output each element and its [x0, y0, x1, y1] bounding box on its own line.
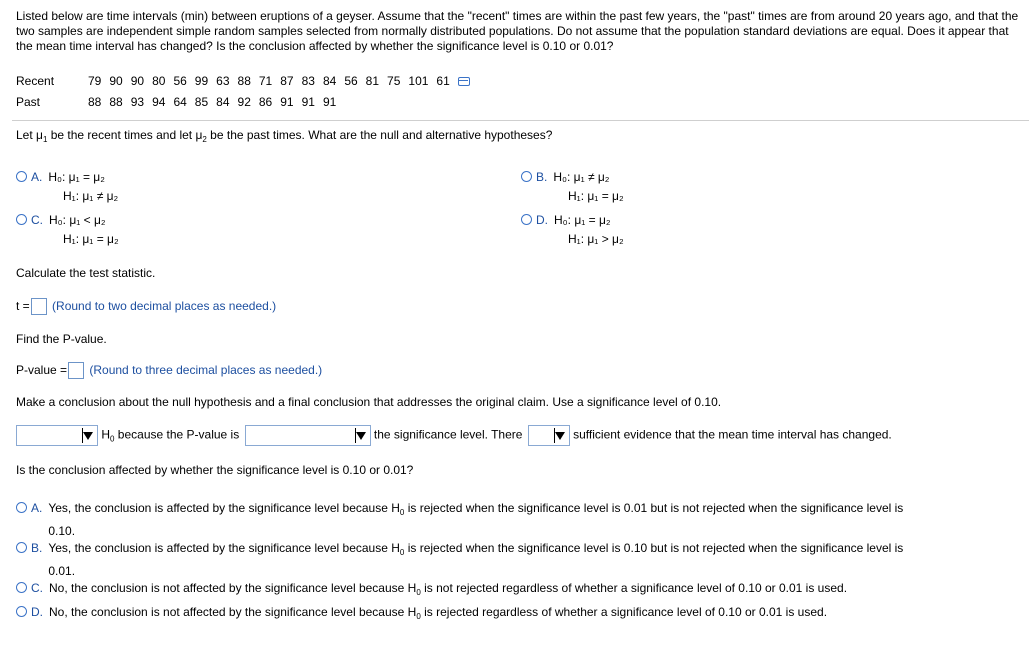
significance-option-b[interactable] — [16, 539, 1006, 581]
t-hint: (Round to two decimal places as needed.) — [52, 299, 277, 313]
conclusion-row — [16, 425, 892, 446]
past-value: 94 — [152, 94, 166, 109]
option-text: is not rejected regardless of whether a significance level of 0.10 or 0.01 is used. — [420, 581, 848, 595]
option-text: is rejected regardless of whether a significance level of 0.10 or 0.01 is used. — [420, 605, 828, 619]
hypothesis-option-a[interactable] — [16, 168, 118, 206]
radio-button[interactable] — [16, 214, 27, 225]
option-text: is rejected when the significance level is 0.01 but is not rejected when the significance level is — [404, 501, 904, 515]
chevron-down-icon — [356, 432, 366, 440]
h1-label: H₁: — [568, 189, 588, 203]
h0-expression: μ₁ ≠ μ₂ — [573, 170, 610, 184]
past-value: 88 — [109, 94, 123, 109]
p-value-input[interactable] — [68, 362, 84, 379]
conclusion-text: because the P-value is — [114, 427, 240, 442]
subscript: 0 — [399, 548, 405, 557]
p-value-label: P-value = — [16, 363, 68, 377]
radio-button[interactable] — [16, 502, 27, 513]
significance-option-a[interactable] — [16, 499, 1006, 541]
radio-button[interactable] — [16, 171, 27, 182]
recent-value: 79 — [88, 73, 102, 88]
option-letter: D. — [31, 605, 43, 619]
past-value: 91 — [301, 94, 315, 109]
conclusion-text: H — [101, 427, 111, 442]
hypotheses-prompt — [16, 128, 552, 144]
past-value: 91 — [322, 94, 337, 109]
t-input[interactable] — [31, 298, 47, 315]
test-statistic-row — [16, 298, 276, 315]
recent-value: 90 — [130, 73, 145, 88]
past-value: 92 — [237, 94, 251, 109]
option-text: 0.10. — [48, 524, 76, 538]
option-letter: A. — [31, 170, 43, 184]
option-letter: D. — [536, 213, 548, 227]
hypothesis-option-c[interactable] — [16, 211, 119, 249]
chevron-down-icon — [555, 432, 565, 440]
table-row-past — [16, 91, 478, 112]
recent-value: 87 — [280, 73, 294, 88]
recent-value: 88 — [237, 73, 251, 88]
h1-expression: μ₁ = μ₂ — [82, 232, 119, 246]
recent-value: 71 — [258, 73, 273, 88]
recent-value: 75 — [387, 73, 401, 88]
option-text: Yes, the conclusion is affected by the significance level because H — [48, 541, 400, 555]
recent-value: 56 — [344, 73, 358, 88]
conclusion-text: sufficient evidence that the mean time interval has changed. — [573, 427, 892, 442]
recent-values — [88, 70, 478, 91]
recent-value: 80 — [152, 73, 166, 88]
recent-value: 90 — [109, 73, 123, 88]
past-value: 86 — [258, 94, 273, 109]
subscript: 2 — [202, 135, 207, 144]
hypothesis-option-b[interactable] — [521, 168, 624, 206]
comparison-dropdown[interactable] — [245, 425, 371, 446]
h0-expression: μ₁ = μ₂ — [68, 170, 105, 184]
past-value: 91 — [280, 94, 294, 109]
radio-button[interactable] — [16, 582, 27, 593]
past-value: 64 — [173, 94, 187, 109]
prompt-text: be the past times. What are the null and alternative hypotheses? — [206, 128, 553, 142]
option-letter: B. — [536, 170, 548, 184]
past-value: 88 — [88, 94, 102, 109]
table-row-recent — [16, 70, 478, 91]
prompt-text: be the recent times and let μ — [47, 128, 203, 142]
reject-dropdown[interactable] — [16, 425, 98, 446]
p-value-prompt: Find the P-value. — [16, 332, 107, 346]
prompt-text: Let μ — [16, 128, 43, 142]
option-letter: A. — [31, 501, 43, 515]
option-text: 0.01. — [48, 564, 76, 578]
recent-value: 84 — [322, 73, 337, 88]
past-value: 84 — [216, 94, 230, 109]
conclusion-prompt: Make a conclusion about the null hypothesis and a final conclusion that addresses the original claim. Use a significance level of 0.10. — [16, 395, 722, 409]
evidence-dropdown[interactable] — [528, 425, 570, 446]
h0-expression: μ₁ < μ₂ — [69, 213, 106, 227]
h1-expression: μ₁ > μ₂ — [587, 232, 624, 246]
option-text: is rejected when the significance level is 0.10 but is not rejected when the significance level is — [404, 541, 904, 555]
past-label: Past — [16, 94, 41, 109]
recent-label: Recent — [16, 73, 55, 88]
past-values — [88, 91, 478, 112]
option-text: No, the conclusion is not affected by the significance level because H — [49, 581, 417, 595]
recent-value: 61 — [436, 73, 450, 88]
data-table — [16, 70, 478, 112]
chevron-down-icon — [83, 432, 93, 440]
t-label: t = — [16, 299, 30, 313]
option-letter: C. — [31, 213, 43, 227]
h0-label: H₀: — [554, 213, 575, 227]
h1-label: H₁: — [568, 232, 588, 246]
h0-label: H₀: — [48, 170, 69, 184]
question-intro: Listed below are time intervals (min) between eruptions of a geyser. Assume that the "recent" times are within the past few years, the "past" times are from around 20 years ago, and that the two samples are independent simple random samples selected from normally distributed populations. Do not assume that the population standard deviations are equal. Does it appear that the mean time interval has changed? Is the conclusion affected by whether the significance level is 0.10 or 0.01? — [16, 9, 1019, 53]
divider — [12, 120, 1029, 121]
subscript: 0 — [399, 508, 405, 517]
option-text: Yes, the conclusion is affected by the significance level because H — [48, 501, 400, 515]
recent-value: 101 — [408, 73, 429, 88]
option-text: No, the conclusion is not affected by the significance level because H — [49, 605, 417, 619]
recent-value: 99 — [194, 73, 209, 88]
past-value: 93 — [130, 94, 145, 109]
radio-button[interactable] — [16, 542, 27, 553]
recent-value: 56 — [173, 73, 187, 88]
h1-label: H₁: — [63, 232, 83, 246]
recent-value: 81 — [365, 73, 380, 88]
conclusion-text: the significance level. There — [373, 427, 523, 442]
radio-button[interactable] — [521, 214, 532, 225]
recent-value: 83 — [301, 73, 315, 88]
past-value: 85 — [194, 94, 209, 109]
test-statistic-prompt: Calculate the test statistic. — [16, 266, 156, 280]
significance-option-c[interactable] — [16, 579, 1006, 602]
option-letter: B. — [31, 541, 43, 555]
hypothesis-option-d[interactable] — [521, 211, 624, 249]
h0-label: H₀: — [553, 170, 574, 184]
significance-prompt: Is the conclusion affected by whether the significance level is 0.10 or 0.01? — [16, 463, 414, 477]
p-value-row — [16, 362, 322, 379]
h0-label: H₀: — [49, 213, 70, 227]
h1-expression: μ₁ = μ₂ — [587, 189, 624, 203]
h1-label: H₁: — [63, 189, 83, 203]
radio-button[interactable] — [521, 171, 532, 182]
option-letter: C. — [31, 581, 43, 595]
h1-expression: μ₁ ≠ μ₂ — [82, 189, 119, 203]
significance-option-d[interactable] — [16, 603, 1006, 626]
subscript: 0 — [416, 612, 421, 621]
subscript: 0 — [110, 434, 115, 444]
subscript: 0 — [416, 588, 421, 597]
subscript: 1 — [42, 135, 48, 144]
recent-value: 63 — [216, 73, 230, 88]
p-value-hint: (Round to three decimal places as needed.) — [89, 363, 323, 377]
copy-data-icon[interactable] — [458, 77, 470, 86]
h0-expression: μ₁ = μ₂ — [574, 213, 611, 227]
radio-button[interactable] — [16, 606, 27, 617]
